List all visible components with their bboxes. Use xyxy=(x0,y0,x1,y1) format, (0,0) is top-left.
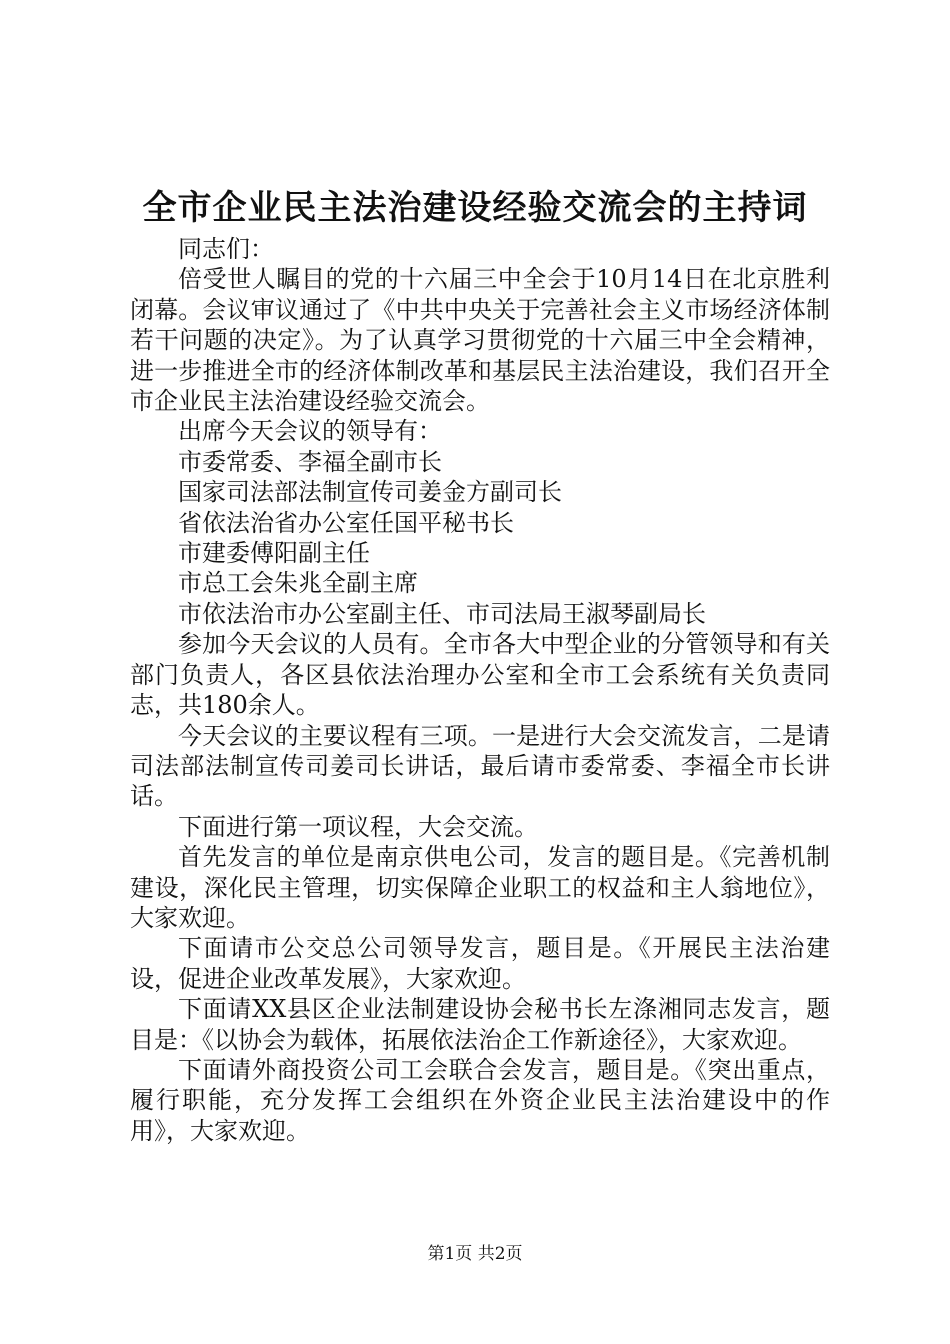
leader-item: 市委常委、李福全副市长 xyxy=(178,447,442,476)
agenda-paragraph: 今天会议的主要议程有三项。一是进行大会交流发言，二是请司法部法制宣传司姜司长讲话，最后请市委常委、李福全市长讲话。 xyxy=(130,721,830,811)
leaders-heading: 出席今天会议的领导有： xyxy=(178,417,442,446)
leader-item: 市依法治市办公室副主任、市司法局王淑琴副局长 xyxy=(178,599,706,628)
speaker-paragraph: 下面请XX县区企业法制建设协会秘书长左涤湘同志发言，题目是：《以协会为载体，拓展依法治企工作新途径》，大家欢迎。 xyxy=(130,995,830,1054)
speaker-paragraph: 下面请市公交总公司领导发言，题目是。《开展民主法治建设，促进企业改革发展》，大家欢迎。 xyxy=(130,934,830,993)
document-body xyxy=(130,234,830,1146)
leader-item: 市建委傅阳副主任 xyxy=(178,539,370,568)
speaker-paragraph: 下面请外商投资公司工会联合会发言，题目是。《突出重点，履行职能，充分发挥工会组织在外资企业民主法治建设中的作用》，大家欢迎。 xyxy=(130,1055,830,1145)
document-title: 全市企业民主法治建设经验交流会的主持词 xyxy=(142,188,808,228)
salutation: 同志们： xyxy=(178,235,274,263)
attendees-paragraph: 参加今天会议的人员有。全市各大中型企业的分管领导和有关部门负责人，各区县依法治理办公室和全市工会系统有关负责同志，共180余人。 xyxy=(130,630,830,720)
leaders-list xyxy=(130,447,830,629)
first-item-paragraph: 下面进行第一项议程，大会交流。 xyxy=(178,812,538,841)
leader-item: 市总工会朱兆全副主席 xyxy=(178,569,418,598)
intro-paragraph: 倍受世人瞩目的党的十六届三中全会于10月14日在北京胜利闭幕。会议审议通过了《中共中央关于完善社会主义市场经济体制若干问题的决定》。为了认真学习贯彻党的十六届三中全会精神，进一步推进全市的经济体制改革和基层民主法治建设，我们召开全市企业民主法治建设经验交流会。 xyxy=(130,265,830,416)
page-footer: 第1页 共2页 xyxy=(427,1244,523,1264)
speaker-paragraph: 首先发言的单位是南京供电公司，发言的题目是。《完善机制建设，深化民主管理，切实保障企业职工的权益和主人翁地位》，大家欢迎。 xyxy=(130,843,830,932)
leader-item: 国家司法部法制宣传司姜金方副司长 xyxy=(178,478,562,507)
leader-item: 省依法治省办公室任国平秘书长 xyxy=(178,508,514,537)
